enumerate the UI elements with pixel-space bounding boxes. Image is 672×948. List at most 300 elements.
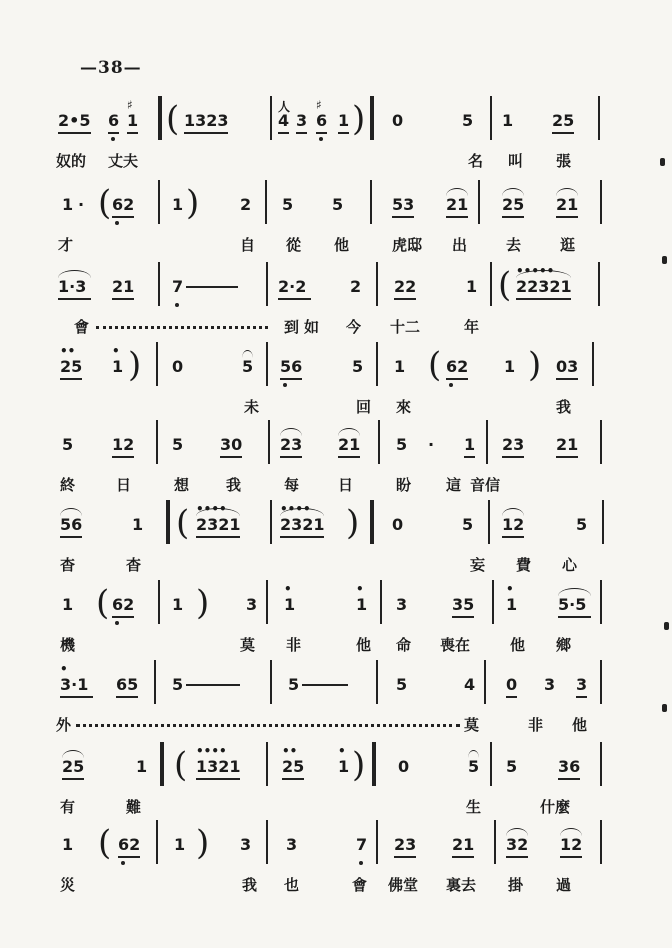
- note: 21: [446, 195, 469, 214]
- note: 2321: [280, 515, 325, 534]
- duration-dash: [186, 684, 240, 686]
- note: 1: [136, 757, 148, 776]
- duration-dash: [302, 684, 348, 686]
- lyric: 費: [516, 556, 532, 574]
- lyric: 莫: [240, 636, 256, 654]
- slur: [506, 828, 528, 836]
- note: 62: [118, 835, 141, 854]
- barline: [376, 342, 378, 386]
- note: 62: [112, 595, 135, 614]
- note: 1: [174, 835, 186, 854]
- slur: [62, 750, 84, 758]
- lyric: 裏去: [446, 876, 477, 894]
- note: 7: [356, 835, 368, 854]
- barline: [490, 742, 492, 786]
- lyric: 想: [174, 476, 190, 494]
- note: 23: [394, 835, 417, 854]
- barline: [490, 262, 492, 306]
- beam: [392, 216, 414, 218]
- note: 25: [502, 195, 525, 214]
- beam: [502, 216, 524, 218]
- beam: [118, 856, 140, 858]
- barline: [370, 180, 372, 224]
- barline: [376, 820, 378, 864]
- above-mark: ••: [60, 344, 76, 358]
- note: 1: [502, 111, 514, 130]
- note: 1·3: [58, 277, 87, 296]
- margin-mark: [662, 256, 667, 264]
- note: 1: [338, 757, 350, 776]
- barline: [598, 262, 600, 306]
- beam: [560, 856, 582, 858]
- lyric: 音信: [470, 476, 501, 494]
- barline: [600, 660, 602, 704]
- lyric: 掛: [508, 876, 524, 894]
- note: 62: [446, 357, 469, 376]
- lyric: 未: [244, 398, 260, 416]
- beam: [112, 616, 134, 618]
- note: 1: [127, 111, 139, 130]
- lyric: 十二: [390, 318, 421, 336]
- note: 5: [468, 757, 480, 776]
- lyric: 終: [60, 476, 76, 494]
- note: 12: [502, 515, 525, 534]
- beam: [127, 132, 138, 134]
- barline: [380, 580, 382, 624]
- beam: [108, 132, 119, 134]
- barline: [158, 580, 160, 624]
- music-system: [0, 342, 672, 432]
- lyric: 杳: [126, 556, 142, 574]
- barline: [270, 660, 272, 704]
- beam: [394, 298, 416, 300]
- beam: [280, 536, 324, 538]
- note: 1321: [196, 757, 241, 776]
- note: 3: [296, 111, 308, 130]
- note: 25: [552, 111, 575, 130]
- beam: [452, 616, 474, 618]
- barline: [270, 96, 272, 140]
- lyric: 他: [572, 716, 588, 734]
- note: 0: [392, 515, 404, 534]
- beam: [338, 456, 360, 458]
- margin-mark: [660, 158, 665, 166]
- lyric: 鄉: [556, 636, 572, 654]
- note: 5: [242, 357, 254, 376]
- note: 1: [506, 595, 518, 614]
- note: ·: [78, 195, 85, 214]
- beam: [338, 132, 349, 134]
- barline: [602, 500, 604, 544]
- beam: [506, 696, 517, 698]
- margin-mark: [664, 622, 669, 630]
- above-mark: •: [506, 582, 514, 596]
- octave-dot-below: [175, 303, 179, 307]
- note: 5: [462, 515, 474, 534]
- note: 56: [280, 357, 303, 376]
- above-mark: ♯: [316, 98, 322, 112]
- lyric: 今: [346, 318, 362, 336]
- note: 3: [286, 835, 298, 854]
- barline: [600, 420, 602, 464]
- slur: [446, 188, 468, 196]
- beam: [516, 298, 571, 300]
- note: 21: [112, 277, 135, 296]
- note: 36: [558, 757, 581, 776]
- above-mark: 人: [278, 100, 291, 114]
- octave-dot-below: [319, 137, 323, 141]
- note: 3: [544, 675, 556, 694]
- beam: [556, 378, 578, 380]
- slur: [60, 508, 82, 516]
- barline: [600, 742, 602, 786]
- above-mark: •: [356, 582, 364, 596]
- note: 3·1: [60, 675, 89, 694]
- beam: [296, 132, 307, 134]
- music-system: [0, 96, 672, 186]
- barline: [488, 500, 490, 544]
- above-mark: •: [60, 662, 68, 676]
- note: 5: [62, 435, 74, 454]
- note: 12: [112, 435, 135, 454]
- note: 25: [282, 757, 305, 776]
- lyric: 奴的: [56, 152, 87, 170]
- note: 21: [452, 835, 475, 854]
- note: 5: [462, 111, 474, 130]
- barline: [265, 180, 267, 224]
- note: ·: [428, 435, 435, 454]
- note: 3: [240, 835, 252, 854]
- beam: [558, 616, 591, 618]
- lyric: 命: [396, 636, 412, 654]
- bracket: (: [98, 183, 112, 223]
- note: 23: [502, 435, 525, 454]
- note: 5: [506, 757, 518, 776]
- note: 2·2: [278, 277, 307, 296]
- barline: [490, 96, 492, 140]
- note: 65: [116, 675, 139, 694]
- barline: [266, 342, 268, 386]
- barline: [158, 262, 160, 306]
- bracket: ): [196, 823, 210, 863]
- beam: [60, 696, 93, 698]
- lyric: 名: [468, 152, 484, 170]
- note: 2321: [196, 515, 241, 534]
- lyric: 也: [284, 876, 300, 894]
- lyric: 他: [510, 636, 526, 654]
- music-system: [0, 580, 672, 670]
- barline: [478, 180, 480, 224]
- note: 62: [112, 195, 135, 214]
- lyric: 過: [556, 876, 572, 894]
- note: 1: [62, 835, 74, 854]
- lyric: 才: [58, 236, 74, 254]
- note: 2: [240, 195, 252, 214]
- lyric: 災: [60, 876, 76, 894]
- margin-mark: [662, 704, 667, 712]
- barline: [600, 180, 602, 224]
- note: 5: [332, 195, 344, 214]
- bracket: ): [346, 503, 360, 543]
- barline: [156, 420, 158, 464]
- note: 1: [172, 195, 184, 214]
- lyric: 如: [304, 318, 320, 336]
- note: 22: [394, 277, 417, 296]
- note: 5: [282, 195, 294, 214]
- note: 1: [112, 357, 124, 376]
- beam: [576, 696, 587, 698]
- lyric: 佛堂: [388, 876, 419, 894]
- beam: [116, 696, 138, 698]
- above-mark: •: [112, 344, 120, 358]
- beam: [446, 216, 468, 218]
- beam: [278, 132, 289, 134]
- beam: [282, 778, 304, 780]
- barline: [600, 580, 602, 624]
- bracket: ): [186, 183, 200, 223]
- above-mark: ••••: [196, 744, 227, 758]
- lyric: 有: [60, 798, 76, 816]
- lyric: 盼: [396, 476, 412, 494]
- bracket: (: [96, 583, 110, 623]
- above-mark: ••••: [196, 502, 227, 516]
- beam: [556, 456, 578, 458]
- lyric: 妄: [470, 556, 486, 574]
- lyric: 他: [334, 236, 350, 254]
- lyric: 出: [452, 236, 468, 254]
- note: 1323: [184, 111, 229, 130]
- beam: [464, 456, 475, 458]
- beam: [552, 132, 574, 134]
- note: 0: [172, 357, 184, 376]
- octave-dot-below: [111, 137, 115, 141]
- lyric: 自: [240, 236, 256, 254]
- beam: [394, 856, 416, 858]
- barline: [600, 820, 602, 864]
- note: 7: [172, 277, 184, 296]
- barline: [266, 742, 268, 786]
- barline: [370, 96, 374, 140]
- octave-dot-below: [115, 621, 119, 625]
- note: 21: [338, 435, 361, 454]
- page-number: —38—: [80, 58, 142, 78]
- beam: [556, 216, 578, 218]
- lyric: 我: [556, 398, 572, 416]
- beam: [220, 456, 242, 458]
- note: 0: [506, 675, 518, 694]
- note: 3: [396, 595, 408, 614]
- note: 5: [396, 435, 408, 454]
- note: 5: [172, 435, 184, 454]
- slur: [560, 828, 582, 836]
- lyric: 我: [242, 876, 258, 894]
- beam: [316, 132, 327, 134]
- beam: [112, 298, 134, 300]
- slur: [558, 588, 591, 596]
- beam: [452, 856, 474, 858]
- barline: [494, 820, 496, 864]
- bracket: (: [176, 503, 190, 543]
- bracket: (: [174, 745, 188, 785]
- beam: [58, 132, 91, 134]
- lyric: 日: [338, 476, 354, 494]
- above-mark: •••••: [516, 264, 555, 278]
- beam: [502, 536, 524, 538]
- note: 53: [392, 195, 415, 214]
- note: 1: [132, 515, 144, 534]
- lyric: 他: [356, 636, 372, 654]
- note: 0: [398, 757, 410, 776]
- note: 03: [556, 357, 579, 376]
- note: 1: [466, 277, 478, 296]
- note: 1: [338, 111, 350, 130]
- beam: [60, 536, 82, 538]
- bracket: (: [428, 345, 442, 385]
- lyric: 非: [286, 636, 302, 654]
- note: 5: [172, 675, 184, 694]
- slur: [556, 188, 578, 196]
- note: 1: [394, 357, 406, 376]
- music-system: [0, 420, 672, 510]
- beam: [446, 378, 468, 380]
- slur: [468, 750, 479, 758]
- above-mark: ••: [282, 744, 298, 758]
- note: 1: [62, 595, 74, 614]
- note: 6: [108, 111, 120, 130]
- lyric: 外: [56, 716, 72, 734]
- beam: [280, 378, 302, 380]
- bracket: ): [528, 345, 542, 385]
- lyric: 什麼: [540, 798, 571, 816]
- note: 35: [452, 595, 475, 614]
- slur: [502, 508, 524, 516]
- note: 25: [62, 757, 85, 776]
- note: 23: [280, 435, 303, 454]
- note: 1: [62, 195, 74, 214]
- note: 1: [464, 435, 476, 454]
- bracket: ): [196, 583, 210, 623]
- beam: [280, 456, 302, 458]
- note: 0: [392, 111, 404, 130]
- beam: [112, 216, 134, 218]
- barline: [486, 420, 488, 464]
- note: 3: [246, 595, 258, 614]
- octave-dot-below: [449, 383, 453, 387]
- beam: [62, 778, 84, 780]
- melisma-dots: [76, 724, 460, 727]
- barline: [166, 500, 170, 544]
- music-system: [0, 500, 672, 590]
- beam: [196, 536, 240, 538]
- lyric: 會: [74, 318, 90, 336]
- barline: [270, 500, 272, 544]
- music-system: [0, 660, 672, 750]
- slur: [338, 428, 360, 436]
- barline: [378, 420, 380, 464]
- barline: [156, 820, 158, 864]
- lyric: 心: [562, 556, 578, 574]
- octave-dot-below: [115, 221, 119, 225]
- barline: [376, 262, 378, 306]
- slur: [280, 428, 302, 436]
- octave-dot-below: [283, 383, 287, 387]
- beam: [196, 778, 240, 780]
- slur: [58, 270, 91, 278]
- barline: [484, 660, 486, 704]
- lyric: 從: [286, 236, 302, 254]
- lyric: 到: [284, 318, 300, 336]
- beam: [558, 778, 580, 780]
- note: 5: [576, 515, 588, 534]
- barline: [372, 742, 376, 786]
- bracket: ): [352, 99, 366, 139]
- lyric: 機: [60, 636, 76, 654]
- above-mark: •: [284, 582, 292, 596]
- note: 30: [220, 435, 243, 454]
- lyric: 來: [396, 398, 412, 416]
- slur: [502, 188, 524, 196]
- note: 21: [556, 435, 579, 454]
- barline: [266, 580, 268, 624]
- note: 1: [284, 595, 296, 614]
- lyric: 張: [556, 152, 572, 170]
- note: 1: [504, 357, 516, 376]
- note: 12: [560, 835, 583, 854]
- barline: [268, 420, 270, 464]
- music-system: [0, 742, 672, 832]
- note: 5: [288, 675, 300, 694]
- note: 21: [556, 195, 579, 214]
- slur: [242, 350, 253, 358]
- lyric: 會: [352, 876, 368, 894]
- note: 4: [464, 675, 476, 694]
- lyric: 非: [528, 716, 544, 734]
- lyric: 每: [284, 476, 300, 494]
- barline: [156, 342, 158, 386]
- above-mark: ♯: [127, 98, 133, 112]
- lyric: 去: [506, 236, 522, 254]
- note: 5: [396, 675, 408, 694]
- lyric: 難: [126, 798, 142, 816]
- barline: [492, 580, 494, 624]
- above-mark: ••••: [280, 502, 311, 516]
- lyric: 虎邸: [392, 236, 423, 254]
- beam: [60, 378, 82, 380]
- lyric: 丈夫: [108, 152, 139, 170]
- note: 5·5: [558, 595, 587, 614]
- lyric: 喪在: [440, 636, 471, 654]
- music-system: [0, 180, 672, 270]
- note: 1: [356, 595, 368, 614]
- lyric: 逛: [560, 236, 576, 254]
- beam: [184, 132, 228, 134]
- barline: [598, 96, 600, 140]
- note: 32: [506, 835, 529, 854]
- bracket: ): [352, 745, 366, 785]
- lyric: 叫: [508, 152, 524, 170]
- beam: [112, 456, 134, 458]
- barline: [160, 742, 164, 786]
- bracket: (: [166, 99, 180, 139]
- lyric: 回: [356, 398, 372, 416]
- duration-dash: [186, 286, 238, 288]
- barline: [158, 96, 162, 140]
- lyric: 莫: [464, 716, 480, 734]
- note: 3: [576, 675, 588, 694]
- octave-dot-below: [121, 861, 125, 865]
- lyric: 日: [116, 476, 132, 494]
- note: 5: [352, 357, 364, 376]
